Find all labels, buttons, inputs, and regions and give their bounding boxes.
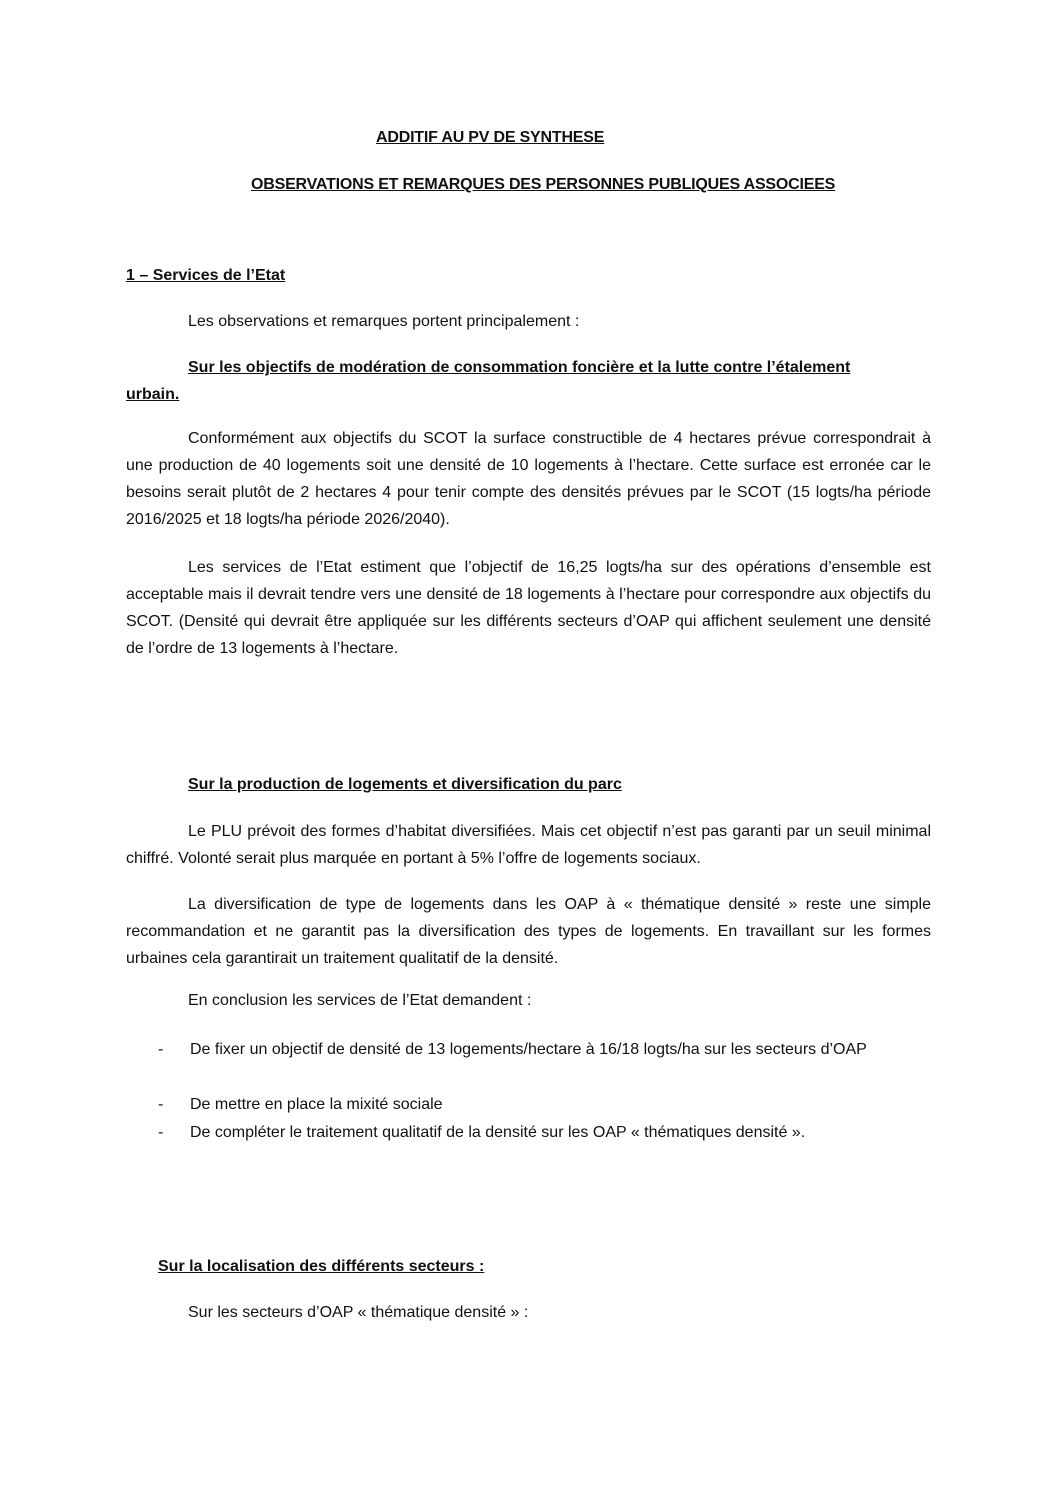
- subheading-localisation-secteurs: Sur la localisation des différents secteurs :: [158, 1258, 485, 1275]
- section-heading-services-etat: 1 – Services de l’Etat: [126, 267, 286, 284]
- subheading-production-logements: Sur la production de logements et diversification du parc: [188, 776, 622, 793]
- bullet-dash: -: [158, 1096, 164, 1113]
- paragraph-etat-densite: [126, 554, 931, 662]
- paragraph-diversification: [126, 891, 931, 972]
- bullet-dash: -: [158, 1124, 164, 1141]
- conclusion-text: En conclusion les services de l’Etat demandent :: [188, 992, 532, 1009]
- paragraph-scot-surface: [126, 425, 931, 533]
- list-item-text: De fixer un objectif de densité de 13 logements/hectare à 16/18 logts/ha sur les secteurs d’OAP: [190, 1041, 867, 1058]
- paragraph-text: Conformément aux objectifs du SCOT la surface constructible de 4 hectares prévue correspondrait à une production de 40 logements soit une densité de 10 logements à l’hectare. Cette surface est erronée car le besoins serait plutôt de 2 hectares 4 pour tenir compte des densités prévues par le SCOT (15 logts/ha période 2016/2025 et 18 logts/ha période 2026/2040).: [126, 430, 931, 528]
- document-subtitle: OBSERVATIONS ET REMARQUES DES PERSONNES PUBLIQUES ASSOCIEES: [251, 176, 836, 193]
- document-title: ADDITIF AU PV DE SYNTHESE: [376, 129, 605, 146]
- paragraph-text: Le PLU prévoit des formes d’habitat diversifiées. Mais cet objectif n’est pas garanti par un seuil minimal chiffré. Volonté serait plus marquée en portant à 5% l’offre de logements sociaux.: [126, 823, 931, 867]
- paragraph-text: Les services de l’Etat estiment que l’objectif de 16,25 logts/ha sur des opérations d’ensemble est acceptable mais il devrait tendre vers une densité de 18 logements à l’hectare pour correspondre aux objectifs du SCOT. (Densité qui devrait être appliquée sur les différents secteurs d’OAP qui affichent seulement une densité de l’ordre de 13 logements à l’hectare.: [126, 559, 931, 657]
- intro-text: Les observations et remarques portent principalement :: [188, 313, 580, 330]
- subheading-moderation-line2: urbain.: [126, 386, 180, 403]
- subheading-moderation-line1: Sur les objectifs de modération de consommation foncière et la lutte contre l’étalement: [188, 359, 851, 376]
- paragraph-text: La diversification de type de logements dans les OAP à « thématique densité » reste une simple recommandation et ne garantit pas la diversification des types de logements. En travaillant sur les formes urbaines cela garantirait un traitement qualitatif de la densité.: [126, 896, 931, 967]
- paragraph-plu-formes: [126, 818, 931, 872]
- secteurs-oap-intro: Sur les secteurs d’OAP « thématique densité » :: [188, 1304, 529, 1321]
- bullet-dash: -: [158, 1041, 164, 1058]
- list-item-text: De compléter le traitement qualitatif de la densité sur les OAP « thématiques densité ».: [190, 1124, 806, 1141]
- list-item-text: De mettre en place la mixité sociale: [190, 1096, 443, 1113]
